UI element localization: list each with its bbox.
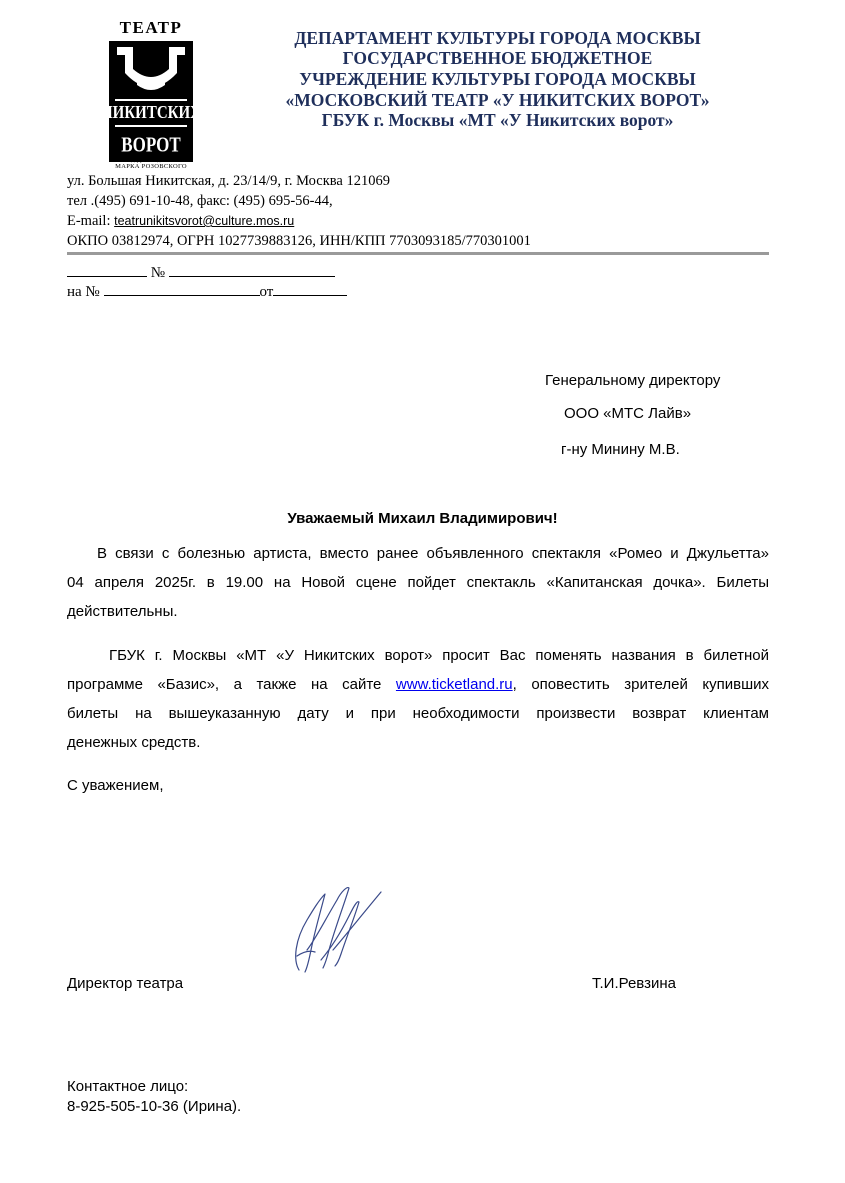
ticketland-link[interactable]: www.ticketland.ru xyxy=(395,676,513,693)
incoming-number-line xyxy=(67,281,347,302)
logo-word2: ВОРОТ xyxy=(121,133,181,158)
greeting: Уважаемый Михаил Владимирович! xyxy=(287,510,558,527)
registration-codes: ОКПО 03812974, ОГРН 1027739883126, ИНН/КПП 7703093185/770301001 xyxy=(67,233,531,249)
addressee-name: г-ну Минину М.В. xyxy=(561,441,680,458)
from-label: от xyxy=(259,284,274,300)
email-line xyxy=(67,211,294,231)
paragraph-1-line-2: 04 апреля 2025г. в 19.00 на Новой сцене пойдет спектакль «Капитанская дочка». Билеты xyxy=(67,574,769,591)
contact-label: Контактное лицо: xyxy=(67,1078,189,1095)
paragraph-1-line-3: действительны. xyxy=(67,603,178,620)
paragraph-2 xyxy=(67,641,769,757)
date-blank xyxy=(67,262,147,277)
email-label: E-mail: xyxy=(67,213,115,229)
addressee-company: ООО «МТС Лайв» xyxy=(564,405,692,422)
paragraph-2-line-3: билеты на вышеуказанную дату и при необходимости произвести возврат клиентам xyxy=(67,705,769,722)
number-sign: № xyxy=(150,265,166,281)
contact-phone: 8-925-505-10-36 (Ирина). xyxy=(67,1098,242,1115)
header-line-2: ГОСУДАРСТВЕННОЕ БЮДЖЕТНОЕ xyxy=(342,48,653,68)
on-number-label: на № xyxy=(67,284,100,300)
paragraph-2-line-4: денежных средств. xyxy=(67,734,201,751)
header-line-3: УЧРЕЖДЕНИЕ КУЛЬТУРЫ ГОРОДА МОСКВЫ xyxy=(299,69,696,89)
signatory-position: Директор театра xyxy=(67,975,184,992)
email-link[interactable]: teatrunikitsvorot@culture.mos.ru xyxy=(114,214,295,228)
logo-subtitle-1: под руководством xyxy=(123,156,179,163)
logo-top-text: ТЕАТР xyxy=(119,18,183,37)
number-blank xyxy=(169,262,335,277)
header-line-1: ДЕПАРТАМЕНТ КУЛЬТУРЫ ГОРОДА МОСКВЫ xyxy=(294,28,701,48)
paragraph-1 xyxy=(67,539,769,626)
logo-subtitle-2: МАРКА РОЗОВСКОГО xyxy=(115,163,187,170)
phone-line: тел .(495) 691-10-48, факс: (495) 695-56-44, xyxy=(67,193,333,209)
logo-word1: НИКИТСКИХ xyxy=(101,101,201,123)
header-divider xyxy=(67,252,769,255)
addressee-position: Генеральному директору xyxy=(545,372,721,389)
logo-emblem xyxy=(101,39,201,164)
handwritten-signature xyxy=(285,880,385,980)
header-line-5: ГБУК г. Москвы «МТ «У Никитских ворот» xyxy=(321,110,674,130)
signatory-name: Т.И.Ревзина xyxy=(592,975,676,992)
paragraph-2-line-2: программе «Базис», а также на сайте www.ticketland.ru, оповестить зрителей купивших xyxy=(67,676,769,693)
outgoing-number-line xyxy=(67,262,335,283)
paragraph-2-line-1: ГБУК г. Москвы «МТ «У Никитских ворот» просит Вас поменять названия в билетной xyxy=(109,647,769,664)
theatre-logo xyxy=(101,18,201,170)
paragraph-1-line-1: В связи с болезнью артиста, вместо ранее объявленного спектакля «Ромео и Джульетта» xyxy=(97,545,769,562)
header-line-4: «МОСКОВСКИЙ ТЕАТР «У НИКИТСКИХ ВОРОТ» xyxy=(285,90,710,110)
incoming-date-blank xyxy=(273,281,347,296)
closing: С уважением, xyxy=(67,777,164,794)
incoming-number-blank xyxy=(104,281,260,296)
address-line: ул. Большая Никитская, д. 23/14/9, г. Москва 121069 xyxy=(67,173,390,189)
